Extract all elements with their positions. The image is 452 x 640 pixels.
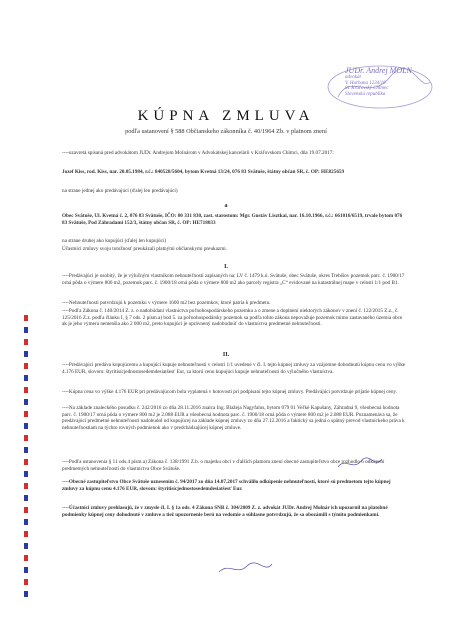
- stamp-line: Slovenská republika: [345, 91, 386, 97]
- conjunction-and: a: [224, 203, 228, 209]
- section1-paragraph: ----Predávajúci je osobitý, že je výlučným vlastníkom nehnuteľností zapísaných na: LV č. 1479 k.ú. Svätuše, obec Svätuše, okres Trebišov pozemok parc. č. 1900/17 orná pôda o výmere 800 m2, pozemok parc. č. 1900/18 orná pôda o výmere 800 m2 ako parcely registra „C“ evidované na katastrálnej mape v celosti 1/1 pod B1.: [62, 273, 405, 286]
- section2-paragraph: ----Kúpna cena vo výške 4.176 EUR pri predávajúcom bola vyplatená v hotovosti pri podpísaní tejto kúpnej zmluvy. Predávajúci potvrdzuje prijatie kúpnej ceny.: [62, 389, 397, 395]
- section1-paragraph: ----Nehnuteľnosti potvrdzujú k pozemku v výmere 1600 m2 bez pozemkov, ktoré patria k predmetu.: [62, 300, 271, 306]
- signature-mark: [215, 558, 275, 578]
- section2-paragraph: ----Predávajúci predáva kupujúcemu a kupujúci kupuje nehnuteľnosti v celosti 1/1 uvedené v čl. I. tejto kúpnej zmluvy za vzájomne dohodnutú kúpnu cenu vo výške 4.176 EUR, slovom: štyritisícjednostosedemdesiatšesť Eur, za ktorú cenu kupujúci kupuje nehnuteľnosti do výlučného vlastníctva.: [62, 362, 406, 375]
- section2-paragraph: ----Podľa ustanovenia § 11 ods.4 písm.a) Zákona č. 138/1991 Z.b. o majetku obcí v ďalších platnom znení obecné zastupiteľstvo obce rozhodlo o odkúpení predmetných nehnuteľností do vlastníctva Obce Svätuše.: [62, 459, 385, 472]
- section-heading-2: II.: [222, 352, 230, 358]
- document-subtitle: podľa ustanovení § 588 Občianskeho zákonníka č. 40/1964 Zb. v platnom znení: [125, 128, 327, 135]
- section-heading-1: I.: [224, 264, 228, 270]
- signature-mark: [335, 455, 385, 473]
- section2-paragraph: ----Účastníci zmluvy prehlasujú, že v zmysle čl. I. § 1a ods. 4 Zákona SNR č. 304/2009 Z. z. advokát JUDr. Andrej Molnár ich upozornil na platobné podmienky kúpnej ceny dohodnuté v zmluve a tiež upozornenie berú na vedomie a súhlasne potvrdzujú, že sa obozámili s týmito podmienkami.: [62, 505, 388, 518]
- intro-paragraph: ----uzavretá spísaná pred advokátom JUDr. Andrejom Molnárom v Advokátskej kancelárii v Kráľovskom Chlmci, dňa 19.07.2017:: [62, 150, 334, 156]
- section2-paragraph: ----Obecné zastupiteľstvo Obce Svätuše uznesením č. 94/2017 zo dňa 14.07.2017 schválilo odkúpenie nehnuteľností, ktoré sú predmetom tejto kúpnej zmluvy za kúpnu cenu 4.176 EUR, slovom: štyritisícjednostosedemdesiatšesť Eur.: [62, 479, 391, 492]
- stamp-line: advokát: [345, 75, 361, 80]
- seller-details: Jozef Kiss, rod. Kiss, nar. 20.05.1984, r.č.: 840520/5604, bytom Kvetná 13/24, 076 83 Svätuše, štátny občan SR, č. OP: HE825659: [62, 169, 345, 175]
- document-title: KÚPNA ZMLUVA: [137, 108, 315, 124]
- seller-role: na strane jednej ako predávajúci (ďalej len predávajúci): [62, 188, 178, 194]
- capacity-statement: Účastníci zmluvy svoju totožnosť preukázali platnými občianskymi preukazmi.: [62, 246, 228, 252]
- stamp-line: V. Hurbana 1234/16: [345, 80, 386, 86]
- section2-paragraph: ----Na základe znaleckého posudku č. 242/2016 zo dňa 28.11.2016 znalca Ing. Blažeja Nagyfalus, bytom 079 01 Veľké Kapušany, Záhradná 9, všeobecná hodnota parc. č. 1900/17 orná pôda o výmere 800 m2 je 2.088 EUR a všeobecná hodnota parc. č. 1900/18 orná pôda o výmere 800 m2 je 2.088 EUR. Poznamenáva sa, že predávajúci predmetné nehnuteľnosti nadobudol od kupujúcej na základe kúpnej zmluvy zo dňa 27.12.2016 a faktický sa jedná o spätný prevod vlastníckeho práva k nehnuteľnostiam na týchto rovných podmienok ako v predchádzajúcej kúpnej zmluve.: [62, 405, 405, 431]
- section1-paragraph: ----Podľa Zákona č. 140/2014 Z. z. o nadobúdaní vlastníctva poľnohospodárskeho pozemku a o zmene a doplnení niektorých zákonov v znení č. 122/2015 Z.z., č. 125/2016 Z.z. podľa článku I, § 7 ods. 2 písm.a) bod 5. za poľnohospodársky pozemok sa podľa tohto zákona nepovažuje pozemok mimo zastavaného územia obce ak je jeho výmera nemenšia ako 2 000 m2, preto kupujúci je oprávnený nadobudnúť do vlastníctva predmetné nehnuteľnosti.: [62, 308, 403, 328]
- buyer-role: na strane druhej ako kupujúci (ďalej len kupujúci): [62, 238, 167, 244]
- stamp-line: 01 Kráľovský Chlmec: [345, 86, 389, 91]
- tricolor-cord: [24, 315, 28, 602]
- buyer-details: Obec Svätuše, Ul. Kvetná č. 2, 076 83 Svätuše, IČO: 00 331 830, zast. starostom: Mgr. Gustáv Lisztkai, nar. 16.10.1966, r.č.: 661016/6519, trvale bytom 076 83 Svätuše, Pod Záhradami 152/3, štátny občan SR, č. OP: HE718033: [62, 213, 403, 226]
- stamp-name: JUDr. Andrej MOLN: [345, 66, 412, 75]
- lawyer-stamp-text: [345, 66, 445, 97]
